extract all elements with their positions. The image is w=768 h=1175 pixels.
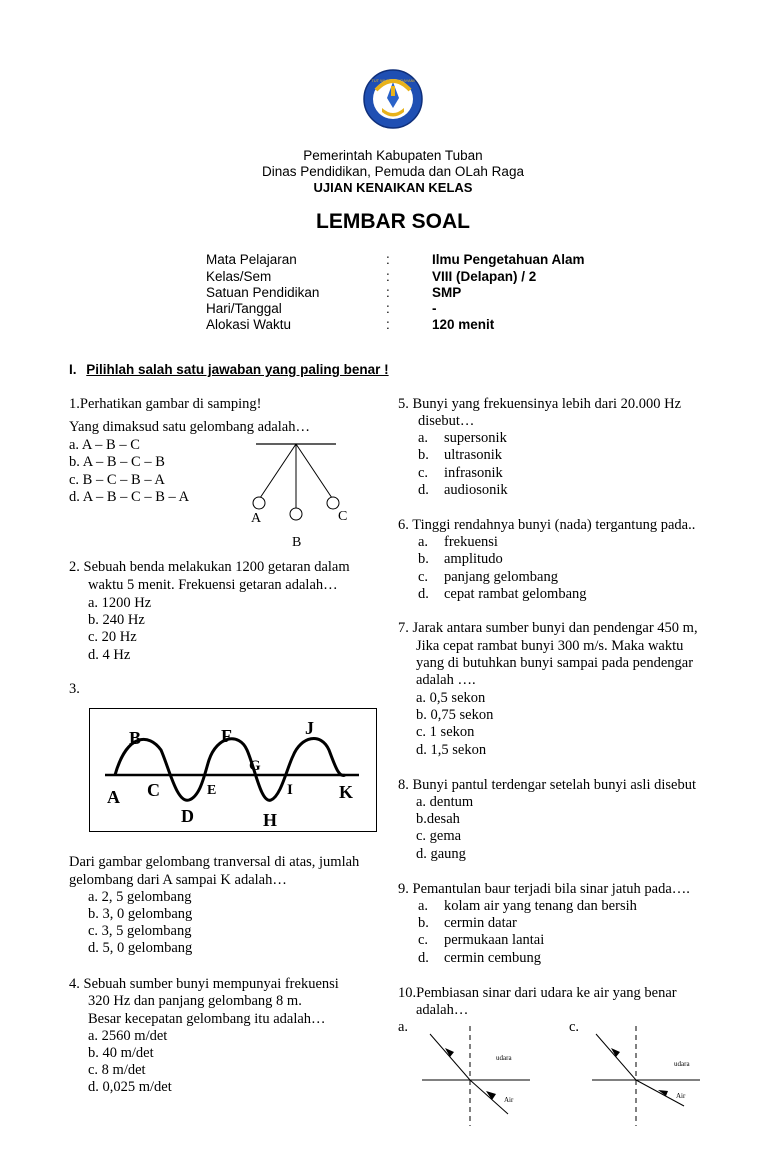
q5-option-c: infrasonik bbox=[444, 465, 503, 481]
info-sep: : bbox=[386, 252, 390, 267]
wave-label-a: A bbox=[107, 787, 120, 807]
wave-label-b: B bbox=[129, 728, 142, 748]
q5-option-d: audiosonik bbox=[444, 482, 508, 498]
transverse-wave-figure bbox=[89, 708, 377, 832]
q6-option-b: amplitudo bbox=[444, 551, 503, 567]
q8-option-b: b.desah bbox=[416, 811, 460, 827]
info-label: Satuan Pendidikan bbox=[206, 285, 320, 300]
medium-label-water-bottom: Air bbox=[676, 1092, 686, 1100]
header-line-2: Dinas Pendidikan, Pemuda dan OLah Raga bbox=[262, 164, 524, 179]
medium-label-water-bottom: Air bbox=[504, 1096, 514, 1104]
q4-option-c: c. 8 m/det bbox=[88, 1062, 146, 1078]
q5-stem: 5. Bunyi yang frekuensinya lebih dari 20.000 Hz bbox=[398, 396, 682, 412]
refracted-ray bbox=[470, 1080, 508, 1114]
info-label: Mata Pelajaran bbox=[206, 252, 297, 267]
pendulum-bob-a bbox=[253, 497, 265, 509]
q9-letter-d: d. bbox=[418, 950, 429, 966]
info-label: Alokasi Waktu bbox=[206, 317, 292, 332]
q9-letter-b: b. bbox=[418, 915, 429, 931]
q6-option-d: cepat rambat gelombang bbox=[444, 586, 587, 602]
pendulum-label-b: B bbox=[292, 535, 302, 550]
q4-stem: 4. Sebuah sumber bunyi mempunyai frekuensi bbox=[69, 976, 339, 992]
pendulum-bob-b bbox=[290, 508, 302, 520]
info-sep: : bbox=[386, 317, 390, 332]
section-heading bbox=[69, 362, 389, 377]
q6-letter-d: d. bbox=[418, 586, 429, 602]
section-instruction: Pilihlah salah satu jawaban yang paling benar ! bbox=[86, 362, 389, 377]
q10-stem: 10.Pembiasan sinar dari udara ke air yang benar bbox=[398, 985, 677, 1001]
info-sep: : bbox=[386, 285, 390, 300]
q2-option-a: a. 1200 Hz bbox=[88, 595, 152, 611]
q6-option-a: frekuensi bbox=[444, 534, 498, 550]
q2-option-d: d. 4 Hz bbox=[88, 647, 131, 663]
info-value: VIII (Delapan) / 2 bbox=[432, 269, 537, 284]
q9-stem: 9. Pemantulan baur terjadi bila sinar jatuh pada…. bbox=[398, 881, 690, 897]
q3-option-c: c. 3, 5 gelombang bbox=[88, 923, 192, 939]
q3-option-b: b. 3, 0 gelombang bbox=[88, 906, 193, 922]
wave-label-g: G bbox=[249, 758, 261, 774]
info-value: Ilmu Pengetahuan Alam bbox=[432, 252, 585, 267]
q10-option-a: a. bbox=[398, 1019, 409, 1035]
q1-option-d: d. A – B – C – B – A bbox=[69, 489, 190, 505]
q3-option-a: a. 2, 5 gelombang bbox=[88, 889, 192, 905]
pendulum-diagram bbox=[240, 436, 360, 554]
q9-option-d: cermin cembung bbox=[444, 950, 542, 966]
q10-stem-2: adalah… bbox=[416, 1002, 469, 1018]
refraction-diagram-c bbox=[590, 1026, 702, 1126]
q7-stem: 7. Jarak antara sumber bunyi dan pendengar 450 m, bbox=[398, 620, 698, 636]
q5-option-b: ultrasonik bbox=[444, 447, 502, 463]
info-sep: : bbox=[386, 269, 390, 284]
q1-option-a: a. A – B – C bbox=[69, 437, 140, 453]
q7-option-d: d. 1,5 sekon bbox=[416, 742, 487, 758]
info-value: SMP bbox=[432, 285, 462, 300]
page-title: LEMBAR SOAL bbox=[316, 210, 470, 233]
q7-stem-2: Jika cepat rambat bunyi 300 m/s. Maka waktu bbox=[416, 638, 684, 654]
q6-option-c: panjang gelombang bbox=[444, 569, 558, 585]
q1-option-b: b. A – B – C – B bbox=[69, 454, 165, 470]
q7-stem-3: yang di butuhkan bunyi sampai pada pendengar bbox=[416, 655, 694, 671]
medium-label-air-top: udara bbox=[496, 1054, 512, 1062]
q5-letter-a: a. bbox=[418, 430, 429, 446]
info-label: Kelas/Sem bbox=[206, 269, 272, 284]
q1-option-c: c. B – C – B – A bbox=[69, 472, 165, 488]
q8-stem: 8. Bunyi pantul terdengar setelah bunyi asli disebut bbox=[398, 777, 696, 793]
q4-stem-2: 320 Hz dan panjang gelombang 8 m. bbox=[88, 993, 302, 1009]
q9-option-c: permukaan lantai bbox=[444, 932, 545, 948]
q7-option-a: a. 0,5 sekon bbox=[416, 690, 486, 706]
wave-label-h: H bbox=[263, 810, 278, 830]
wave-label-i: I bbox=[287, 782, 293, 798]
q7-option-c: c. 1 sekon bbox=[416, 724, 475, 740]
wave-label-d: D bbox=[181, 806, 194, 826]
q5-stem-2: disebut… bbox=[418, 413, 475, 429]
q4-option-a: a. 2560 m/det bbox=[88, 1028, 168, 1044]
pendulum-bob-c bbox=[327, 497, 339, 509]
q2-stem: 2. Sebuah benda melakukan 1200 getaran dalam bbox=[69, 559, 350, 575]
q8-option-d: d. gaung bbox=[416, 846, 466, 862]
q1-stem-2: Yang dimaksud satu gelombang adalah… bbox=[69, 419, 310, 435]
logo-lettering: TUT WURI HANDAYANI bbox=[371, 78, 415, 83]
wave-label-e: E bbox=[207, 783, 217, 798]
q6-stem: 6. Tinggi rendahnya bunyi (nada) tergantung pada.. bbox=[398, 517, 696, 533]
wave-frame bbox=[90, 709, 377, 832]
refraction-diagram-a bbox=[420, 1026, 532, 1126]
q3-stem-2: gelombang dari A sampai K adalah… bbox=[69, 872, 287, 888]
wave-label-j: J bbox=[305, 718, 314, 738]
q5-letter-b: b. bbox=[418, 447, 429, 463]
wave-label-c: C bbox=[147, 780, 160, 800]
pendulum-string-c bbox=[296, 444, 332, 498]
q3-option-d: d. 5, 0 gelombang bbox=[88, 940, 193, 956]
pendulum-label-c: C bbox=[338, 509, 348, 524]
q1-stem: 1.Perhatikan gambar di samping! bbox=[69, 396, 262, 412]
medium-label-air-top: udara bbox=[674, 1060, 690, 1068]
info-sep: : bbox=[386, 301, 390, 316]
q5-letter-d: d. bbox=[418, 482, 429, 498]
q10-option-c: c. bbox=[569, 1019, 580, 1035]
q2-option-b: b. 240 Hz bbox=[88, 612, 145, 628]
pendulum-string-a bbox=[260, 444, 296, 498]
q3-number: 3. bbox=[69, 681, 80, 697]
q9-option-b: cermin datar bbox=[444, 915, 517, 931]
q6-letter-a: a. bbox=[418, 534, 429, 550]
q5-letter-c: c. bbox=[418, 465, 429, 481]
q5-option-a: supersonik bbox=[444, 430, 507, 446]
q2-stem-2: waktu 5 menit. Frekuensi getaran adalah… bbox=[88, 577, 338, 593]
q4-option-d: d. 0,025 m/det bbox=[88, 1079, 172, 1095]
pendulum-label-a: A bbox=[251, 511, 262, 526]
q6-letter-c: c. bbox=[418, 569, 429, 585]
q8-option-a: a. dentum bbox=[416, 794, 474, 810]
q4-option-b: b. 40 m/det bbox=[88, 1045, 154, 1061]
q6-letter-b: b. bbox=[418, 551, 429, 567]
q9-letter-c: c. bbox=[418, 932, 429, 948]
wave-label-k: K bbox=[339, 782, 354, 802]
q7-option-b: b. 0,75 sekon bbox=[416, 707, 494, 723]
section-number: I. bbox=[69, 362, 77, 377]
q3-stem: Dari gambar gelombang tranversal di atas, jumlah bbox=[69, 854, 360, 870]
header-line-1: Pemerintah Kabupaten Tuban bbox=[303, 148, 483, 163]
q9-option-a: kolam air yang tenang dan bersih bbox=[444, 898, 637, 914]
q7-stem-4: adalah …. bbox=[416, 672, 476, 688]
info-value: - bbox=[432, 301, 437, 316]
header-line-3: UJIAN KENAIKAN KELAS bbox=[313, 180, 473, 195]
q2-option-c: c. 20 Hz bbox=[88, 629, 137, 645]
wave-label-f: F bbox=[221, 726, 232, 746]
q4-stem-3: Besar kecepatan gelombang itu adalah… bbox=[88, 1011, 326, 1027]
info-label: Hari/Tanggal bbox=[206, 301, 282, 316]
q8-option-c: c. gema bbox=[416, 828, 462, 844]
info-value: 120 menit bbox=[432, 317, 495, 332]
q9-letter-a: a. bbox=[418, 898, 429, 914]
